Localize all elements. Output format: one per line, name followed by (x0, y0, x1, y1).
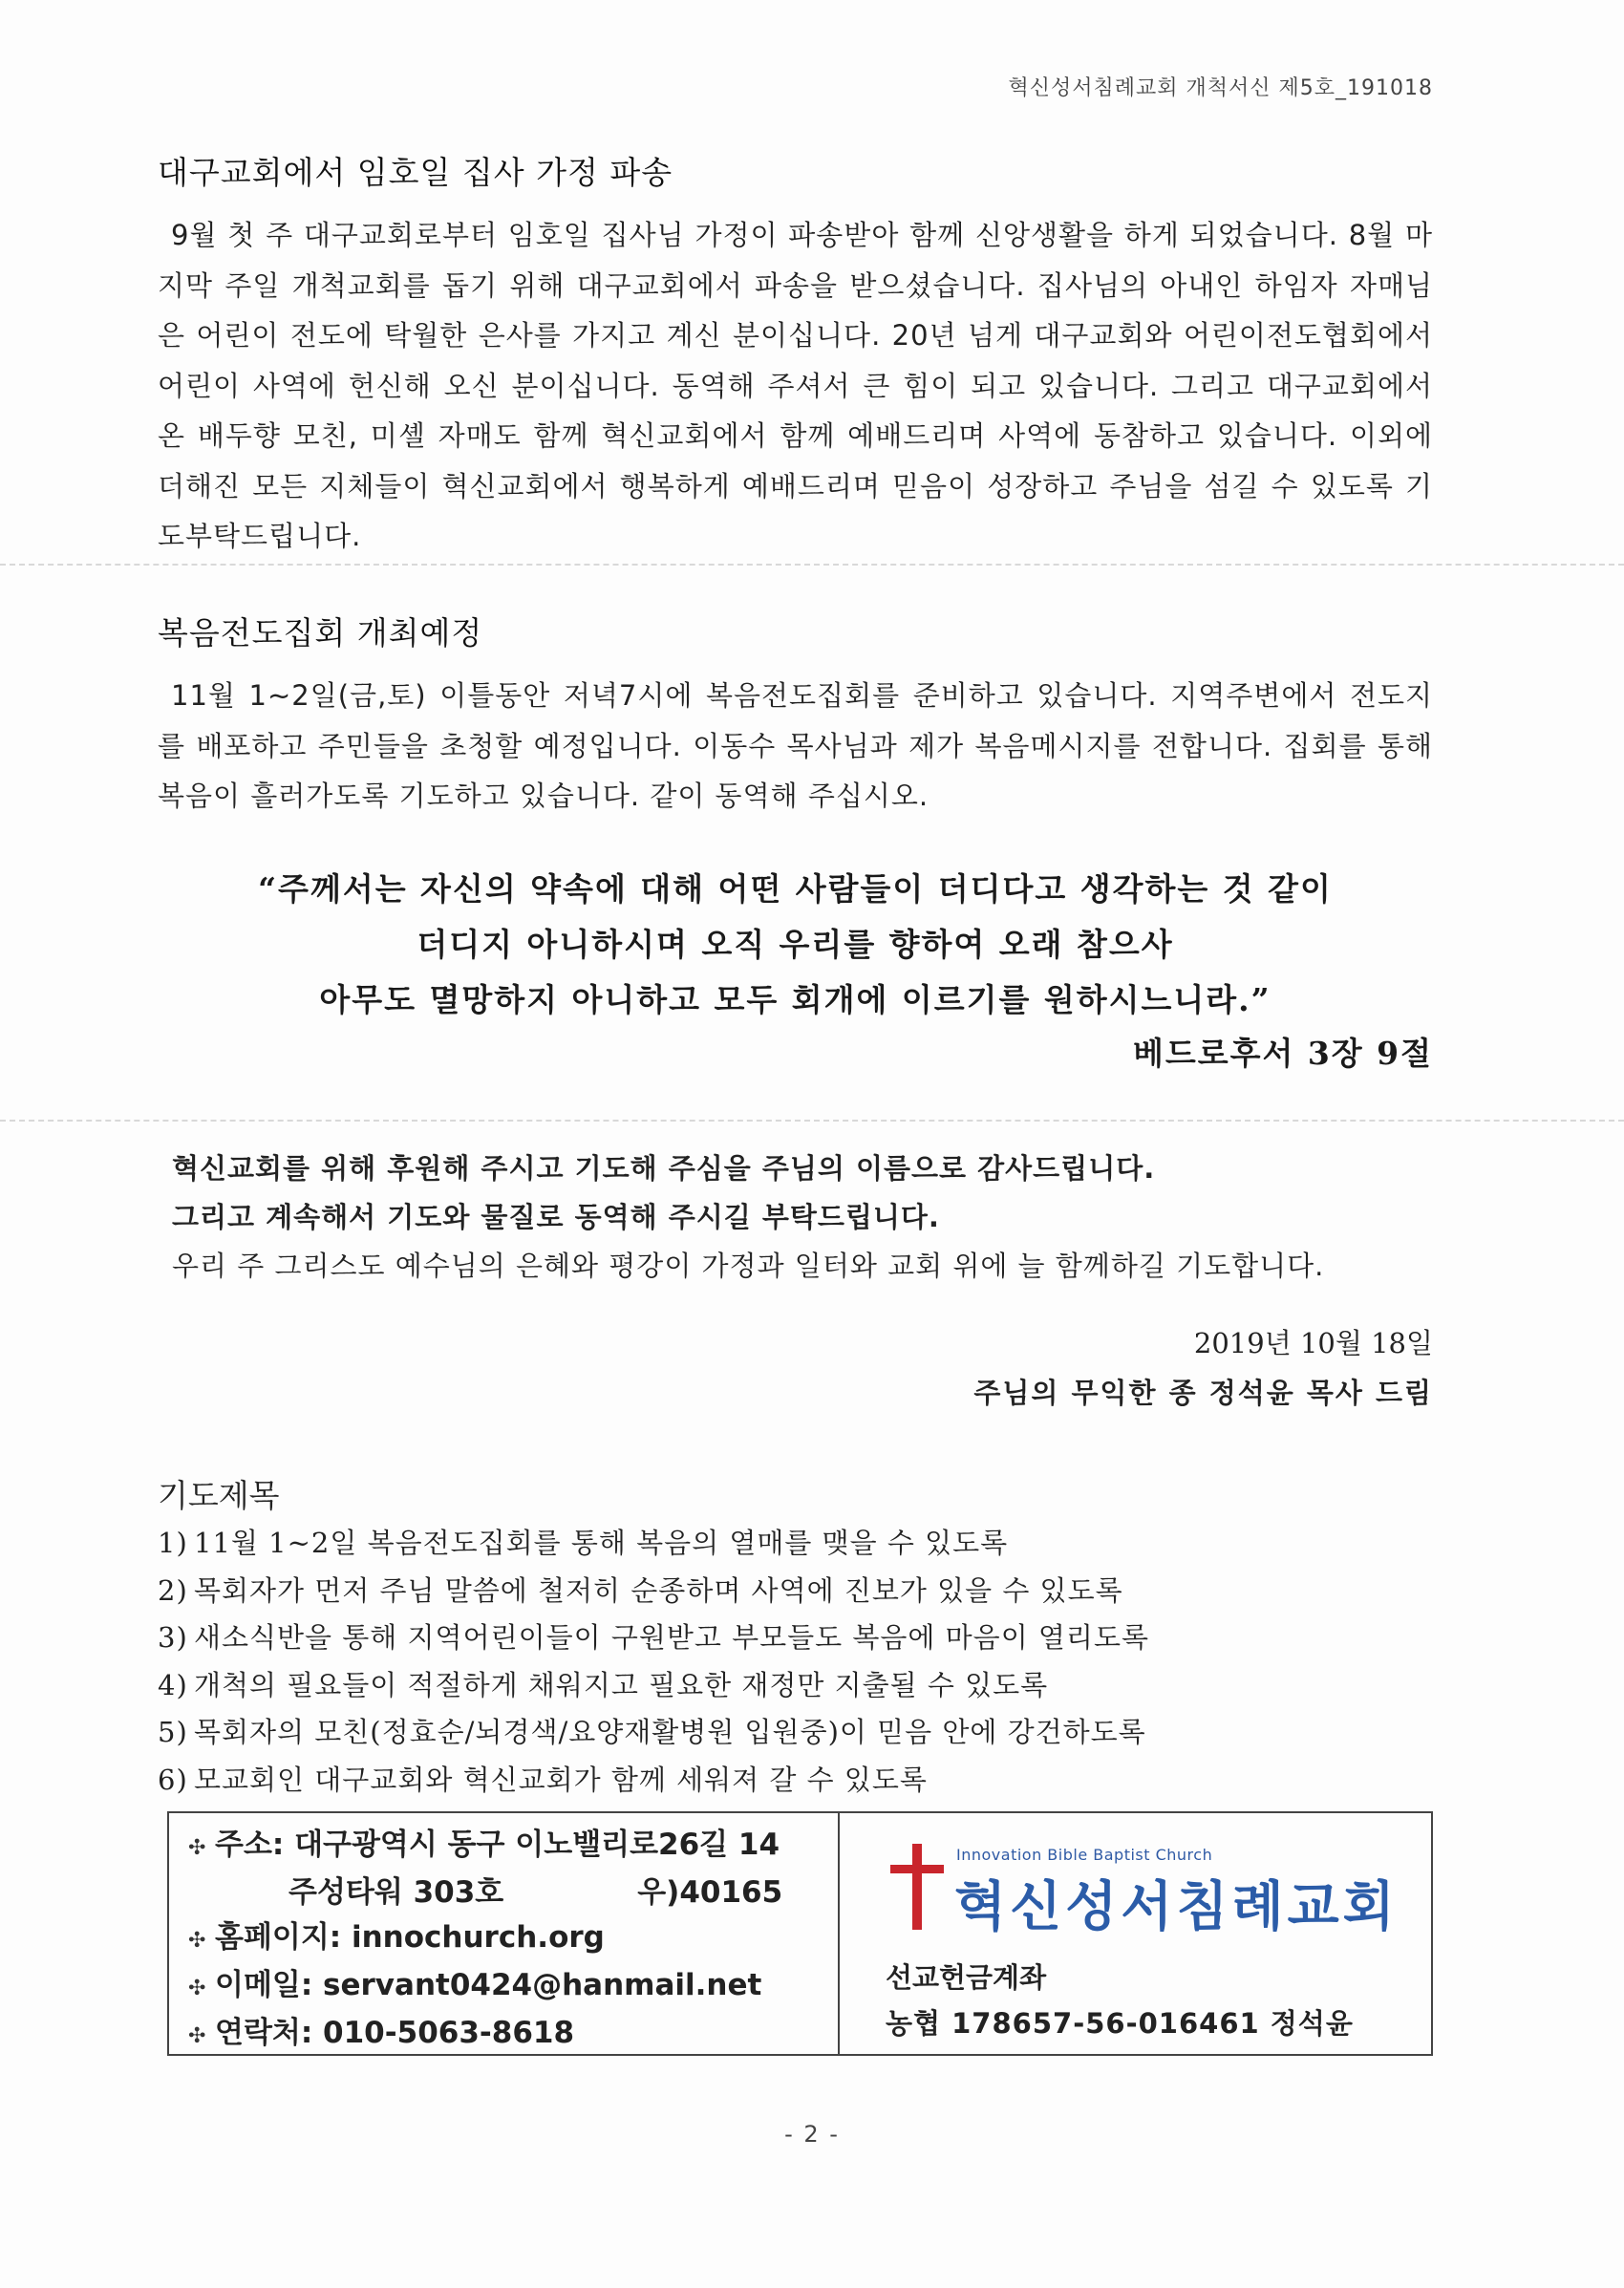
item-text: 새소식반을 통해 지역어린이들이 구원받고 부모들도 복음에 마음이 열리도록 (194, 1621, 1149, 1654)
list-item (158, 1662, 1433, 1710)
cross-icon (890, 1844, 944, 1930)
item-text: 모교회인 대구교회와 혁신교회가 함께 세워져 갈 수 있도록 (194, 1763, 928, 1796)
verse-line: 더디지 아니하시며 오직 우리를 향하여 오래 참으사 (417, 926, 1174, 963)
item-number: 5) (158, 1716, 188, 1748)
list-item (158, 1520, 1433, 1568)
list-item (158, 1568, 1433, 1615)
item-text: 목회자의 모친(정효순/뇌경색/요양재활병원 입원중)이 믿음 안에 강건하도록 (194, 1716, 1146, 1748)
item-text: 개척의 필요들이 적절하게 채워지고 필요한 재정만 지출될 수 있도록 (194, 1668, 1049, 1701)
email-label: 이메일: (215, 1968, 313, 2002)
phone-row (188, 2011, 828, 2059)
homepage-row (188, 1915, 828, 1963)
address-label: 주소: (215, 1828, 285, 1862)
verse-line: “주께서는 자신의 약속에 대해 어떤 사람들이 더디다고 생각하는 것 같이 (258, 870, 1333, 908)
phone-number: 010-5063-8618 (323, 2016, 575, 2050)
church-logo-block (866, 1825, 1421, 2044)
bible-verse (158, 862, 1433, 1080)
prayer-title: 기도제목 (158, 1477, 280, 1514)
list-item (158, 1614, 1433, 1662)
section-body: 9월 첫 주 대구교회로부터 임호일 집사님 가정이 파송받아 함께 신앙생활을 하게 되었습니다. 8월 마지막 주일 개척교회를 돕기 위해 대구교회에서 파송을 받으셨습니다. 집사님의 아내인 하임자 자매님은 어린이 전도에 탁월한 은사를 가지고 계신 분이십니다. 20년 넘게 대구교회와 어린이전도협회에서 어린이 사역에 헌신해 오신 분이십니다. 동역해 주셔서 큰 힘이 되고 있습니다. 그리고 대구교회에서 온 배두향 모친, 미셸 자매도 함께 혁신교회에서 함께 예배드리며 사역에 동참하고 있습니다. 이외에 더해진 모든 지체들이 혁신교회에서 행복하게 예배드리며 믿음이 성장하고 주님을 섬길 수 있도록 기도부탁드립니다. (158, 219, 1433, 552)
address-line1: 대구광역시 동구 이노밸리로26길 14 (294, 1828, 780, 1862)
account-number: 농협 178657-56-016461 정석윤 (886, 2007, 1354, 2040)
church-english-name: Innovation Bible Baptist Church (956, 1846, 1213, 1864)
address-row (188, 1823, 828, 1871)
bullet-icon: ✣ (188, 1929, 206, 1953)
section-title: 대구교회에서 임호일 집사 가정 파송 (158, 154, 673, 191)
verse-line: 아무도 멸망하지 아니하고 모두 회개에 이르기를 원하시느니라.” (319, 981, 1271, 1018)
fold-line-bottom (0, 1120, 1624, 1122)
signature (973, 1318, 1433, 1418)
bullet-icon: ✣ (188, 1836, 206, 1860)
item-number: 3) (158, 1621, 188, 1654)
thanks-line: 혁신교회를 위해 후원해 주시고 기도해 주심을 주님의 이름으로 감사드립니다. (172, 1152, 1156, 1185)
prayer-requests (158, 1471, 1433, 1804)
section-dispatch (158, 148, 1433, 562)
verse-reference: 베드로후서 3장 9절 (1132, 1035, 1433, 1072)
account-label: 선교헌금계좌 (886, 1961, 1047, 1994)
phone-label: 연락처: (215, 2016, 313, 2050)
list-item (158, 1709, 1433, 1757)
item-number: 4) (158, 1668, 188, 1701)
item-number: 1) (158, 1527, 188, 1559)
address-line2: 주성타워 303호 (288, 1875, 504, 1910)
list-item (158, 1757, 1433, 1805)
fold-line-top (0, 564, 1624, 566)
zip-code: 우)40165 (637, 1875, 783, 1910)
bullet-icon: ✣ (188, 1977, 206, 2000)
email-link[interactable]: servant0424@hanmail.net (323, 1968, 762, 2002)
item-text: 목회자가 먼저 주님 말씀에 철저히 순종하며 사역에 진보가 있을 수 있도록 (194, 1573, 1123, 1607)
bullet-icon: ✣ (188, 2024, 206, 2048)
address-row-2 (188, 1871, 828, 1915)
item-text: 11월 1~2일 복음전도집회를 통해 복음의 열매를 맺을 수 있도록 (194, 1527, 1009, 1559)
church-korean-name: 혁신성서침례교회 (954, 1876, 1399, 1938)
section-evangelism (158, 609, 1433, 822)
prayer-list (158, 1520, 1433, 1804)
signature-date: 2019년 10월 18일 (1193, 1327, 1433, 1359)
thanks-message (172, 1144, 1433, 1291)
thanks-line: 그리고 계속해서 기도와 물질로 동역해 주시길 부탁드립니다. (172, 1201, 940, 1233)
newsletter-header: 혁신성서침례교회 개척서신 제5호_191018 (1008, 76, 1433, 100)
page-number: - 2 - (784, 2121, 840, 2148)
signature-author: 주님의 무익한 종 정석윤 목사 드림 (973, 1377, 1433, 1409)
section-body: 11월 1~2일(금,토) 이틀동안 저녁7시에 복음전도집회를 준비하고 있습니다. 지역주변에서 전도지를 배포하고 주민들을 초청할 예정입니다. 이동수 목사님과 제가 복음메시지를 전합니다. 집회를 통해 복음이 흘러가도록 기도하고 있습니다. 같이 동역해 주십시오. (158, 679, 1433, 812)
section-title: 복음전도집회 개최예정 (158, 614, 483, 652)
contact-box (167, 1811, 1433, 2056)
box-divider (838, 1813, 840, 2054)
email-row (188, 1963, 828, 2011)
item-number: 6) (158, 1763, 188, 1796)
homepage-link[interactable]: innochurch.org (351, 1920, 605, 1955)
item-number: 2) (158, 1573, 188, 1607)
blessing-line: 우리 주 그리스도 예수님의 은혜와 평강이 가정과 일터와 교회 위에 늘 함께하길 기도합니다. (172, 1250, 1325, 1282)
contact-info (188, 1823, 828, 2059)
homepage-label: 홈페이지: (215, 1920, 342, 1955)
